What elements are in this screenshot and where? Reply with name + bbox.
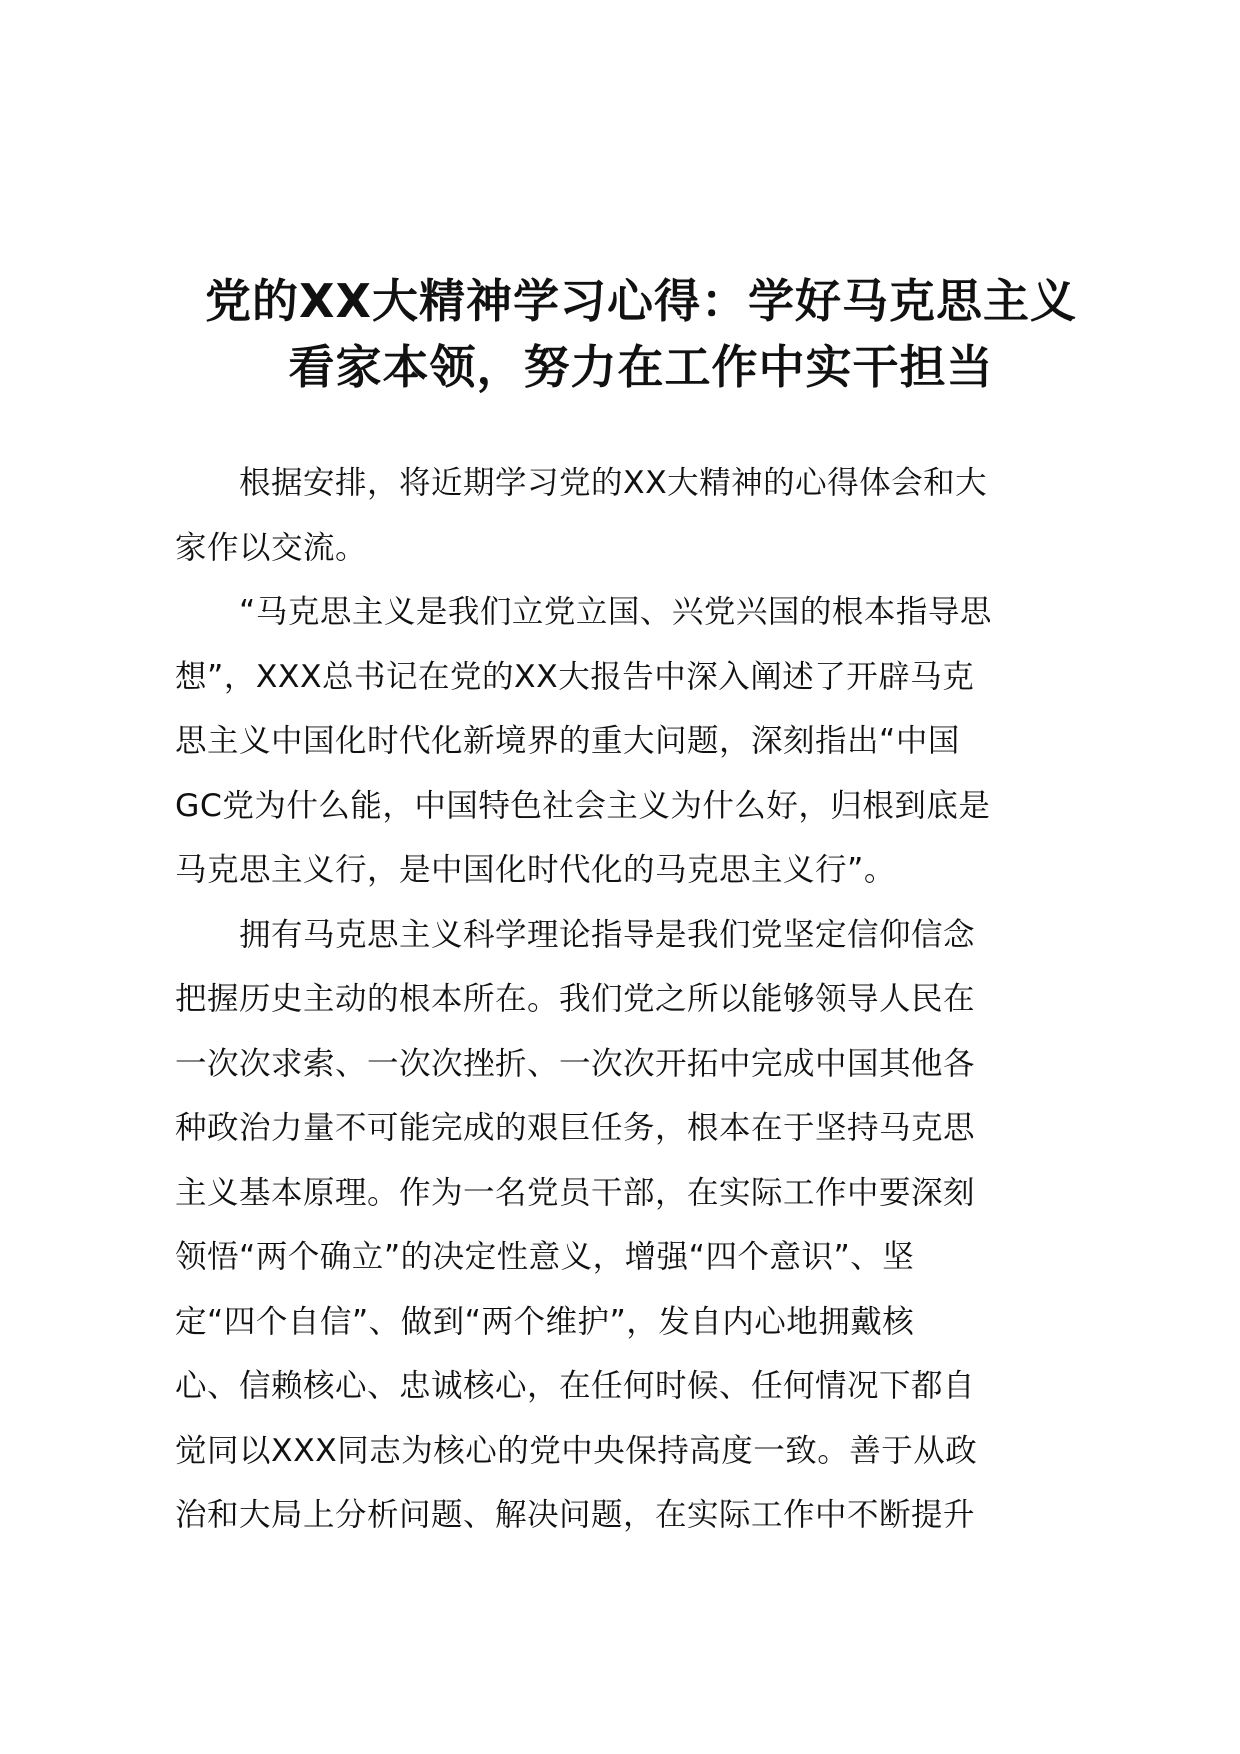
document-page (175, 268, 1107, 1548)
paragraph-line: 定“四个自信”、做到“两个维护”，发自内心地拥戴核 (175, 1303, 915, 1340)
paragraph-line: 想”，XXX总书记在党的XX大报告中深入阐述了开辟马克 (175, 658, 975, 695)
paragraph-line: 领悟“两个确立”的决定性意义，增强“四个意识”、坚 (175, 1239, 915, 1275)
document-title (175, 268, 1107, 400)
paragraph-line: 治和大局上分析问题、解决问题，在实际工作中不断提升 (175, 1497, 976, 1533)
paragraph-line: 心、信赖核心、忠诚核心，在任何时候、任何情况下都自 (175, 1368, 976, 1404)
paragraph-line: 拥有马克思主义科学理论指导是我们党坚定信仰信念 (239, 916, 976, 953)
paragraph-line: “马克思主义是我们立党立国、兴党兴国的根本指导思 (239, 594, 992, 630)
paragraph (175, 451, 1107, 580)
paragraph-line: 思主义中国化时代化新境界的重大问题，深刻指出“中国 (175, 723, 960, 759)
paragraph-line: 种政治力量不可能完成的艰巨任务，根本在于坚持马克思 (175, 1110, 976, 1146)
paragraph-line: 觉同以XXX同志为核心的党中央保持高度一致。善于从政 (175, 1432, 978, 1469)
paragraph-line: 一次次求索、一次次挫折、一次次开拓中完成中国其他各 (175, 1045, 976, 1082)
document-body (175, 451, 1107, 1548)
paragraph-line: 马克思主义行，是中国化时代化的马克思主义行”。 (175, 852, 896, 888)
title-line: 看家本领，努力在工作中实干担当 (288, 340, 994, 394)
paragraph-line: 主义基本原理。作为一名党员干部，在实际工作中要深刻 (175, 1174, 976, 1211)
paragraph (175, 903, 1107, 1548)
paragraph-line: 根据安排，将近期学习党的XX大精神的心得体会和大 (239, 465, 988, 501)
title-line: 党的XX大精神学习心得：学好马克思主义 (205, 274, 1077, 328)
paragraph-line: 把握历史主动的根本所在。我们党之所以能够领导人民在 (175, 981, 976, 1017)
paragraph-line: 家作以交流。 (175, 529, 368, 566)
paragraph-line: GC党为什么能，中国特色社会主义为什么好，归根到底是 (175, 787, 991, 824)
paragraph (175, 580, 1107, 903)
